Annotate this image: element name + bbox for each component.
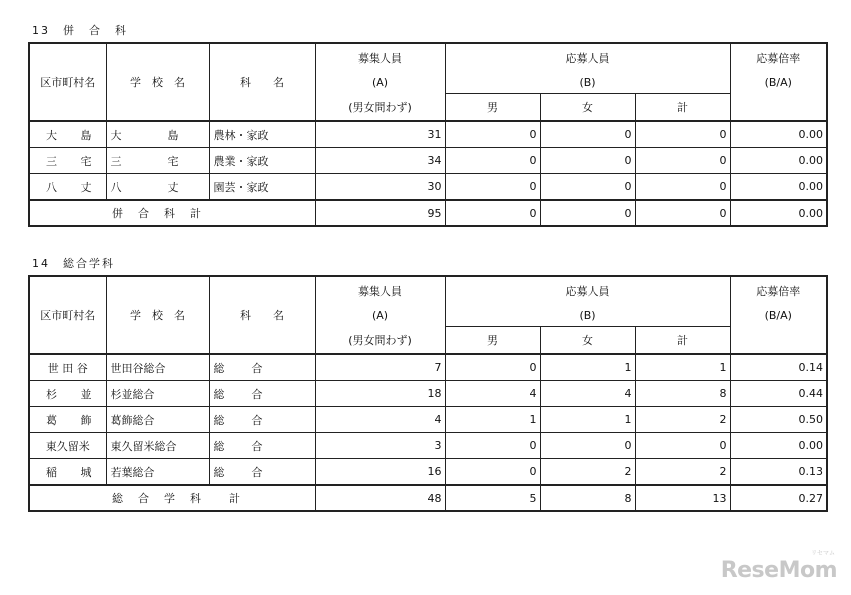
- total-label: 総 合 学 科 計: [106, 485, 315, 511]
- header-ratio-sub: (B/A): [730, 71, 827, 94]
- header-school: 学 校 名: [106, 43, 209, 121]
- total-cell: 0: [635, 148, 730, 174]
- dept-cell: 総 合: [209, 459, 315, 486]
- area-cell: 稲 城: [29, 459, 106, 486]
- header-capacity: 募集人員: [315, 276, 445, 304]
- total-cell: 8: [635, 381, 730, 407]
- header-total: 計: [635, 327, 730, 355]
- header-male: 男: [445, 327, 540, 355]
- total-area-blank: [29, 485, 106, 511]
- table-heigouka: [28, 42, 828, 227]
- resemom-logo: ReseMom: [720, 558, 837, 583]
- total-male: 5: [445, 485, 540, 511]
- total-ratio: 0.00: [730, 200, 827, 226]
- total-female: 0: [540, 200, 635, 226]
- area-cell: 東久留米: [29, 433, 106, 459]
- school-cell: 八 丈: [106, 174, 209, 201]
- header-school: 学 校 名: [106, 276, 209, 354]
- dept-cell: 農業・家政: [209, 148, 315, 174]
- total-total: 0: [635, 200, 730, 226]
- header-area: 区市町村名: [29, 43, 106, 121]
- total-total: 13: [635, 485, 730, 511]
- total-male: 0: [445, 200, 540, 226]
- header-capacity: 募集人員: [315, 43, 445, 71]
- capacity-cell: 3: [315, 433, 445, 459]
- header-dept: 科 名: [209, 43, 315, 121]
- header-ratio-blank: [730, 327, 827, 355]
- header-area: 区市町村名: [29, 276, 106, 354]
- female-cell: 0: [540, 433, 635, 459]
- section-title-heigouka: 13 併 合 科: [32, 24, 128, 37]
- capacity-cell: 7: [315, 354, 445, 381]
- school-cell: 大 島: [106, 121, 209, 148]
- header-capacity-sub: (A): [315, 71, 445, 94]
- header-ratio: 応募倍率: [730, 276, 827, 304]
- female-cell: 1: [540, 407, 635, 433]
- header-capacity-sub: (A): [315, 304, 445, 327]
- total-cell: 0: [635, 174, 730, 201]
- school-cell: 葛飾総合: [106, 407, 209, 433]
- header-male: 男: [445, 94, 540, 122]
- total-area-blank: [29, 200, 106, 226]
- school-cell: 若葉総合: [106, 459, 209, 486]
- capacity-cell: 34: [315, 148, 445, 174]
- ratio-cell: 0.50: [730, 407, 827, 433]
- ratio-cell: 0.13: [730, 459, 827, 486]
- area-cell: 八 丈: [29, 174, 106, 201]
- total-female: 8: [540, 485, 635, 511]
- header-applicants: 応募人員: [445, 43, 730, 71]
- male-cell: 4: [445, 381, 540, 407]
- table-sougou: [28, 275, 828, 512]
- school-cell: 世田谷総合: [106, 354, 209, 381]
- header-female: 女: [540, 327, 635, 355]
- female-cell: 2: [540, 459, 635, 486]
- capacity-cell: 30: [315, 174, 445, 201]
- total-cell: 0: [635, 433, 730, 459]
- dept-cell: 農林・家政: [209, 121, 315, 148]
- header-female: 女: [540, 94, 635, 122]
- dept-cell: 園芸・家政: [209, 174, 315, 201]
- male-cell: 0: [445, 459, 540, 486]
- header-ratio-blank: [730, 94, 827, 122]
- area-cell: 杉 並: [29, 381, 106, 407]
- male-cell: 0: [445, 174, 540, 201]
- male-cell: 1: [445, 407, 540, 433]
- male-cell: 0: [445, 121, 540, 148]
- section-title-sougou: 14 総合学科: [32, 257, 115, 270]
- dept-cell: 総 合: [209, 354, 315, 381]
- dept-cell: 総 合: [209, 381, 315, 407]
- area-cell: 三 宅: [29, 148, 106, 174]
- school-cell: 東久留米総合: [106, 433, 209, 459]
- capacity-cell: 31: [315, 121, 445, 148]
- total-cell: 0: [635, 121, 730, 148]
- female-cell: 0: [540, 121, 635, 148]
- area-cell: 大 島: [29, 121, 106, 148]
- watermark-sub: リセマム: [811, 550, 835, 557]
- ratio-cell: 0.14: [730, 354, 827, 381]
- male-cell: 0: [445, 433, 540, 459]
- dept-cell: 総 合: [209, 433, 315, 459]
- header-dept: 科 名: [209, 276, 315, 354]
- total-cell: 2: [635, 459, 730, 486]
- area-cell: 葛 飾: [29, 407, 106, 433]
- ratio-cell: 0.44: [730, 381, 827, 407]
- total-capacity: 48: [315, 485, 445, 511]
- ratio-cell: 0.00: [730, 121, 827, 148]
- female-cell: 0: [540, 148, 635, 174]
- area-cell: 世 田 谷: [29, 354, 106, 381]
- female-cell: 4: [540, 381, 635, 407]
- total-cell: 2: [635, 407, 730, 433]
- school-cell: 杉並総合: [106, 381, 209, 407]
- header-applicants-sub: (B): [445, 71, 730, 94]
- header-applicants-sub: (B): [445, 304, 730, 327]
- header-capacity-note: (男女問わず): [315, 94, 445, 122]
- total-label: 併 合 科 計: [106, 200, 315, 226]
- ratio-cell: 0.00: [730, 148, 827, 174]
- ratio-cell: 0.00: [730, 174, 827, 201]
- header-total: 計: [635, 94, 730, 122]
- total-cell: 1: [635, 354, 730, 381]
- header-applicants: 応募人員: [445, 276, 730, 304]
- male-cell: 0: [445, 148, 540, 174]
- female-cell: 1: [540, 354, 635, 381]
- capacity-cell: 4: [315, 407, 445, 433]
- capacity-cell: 16: [315, 459, 445, 486]
- dept-cell: 総 合: [209, 407, 315, 433]
- school-cell: 三 宅: [106, 148, 209, 174]
- header-capacity-note: (男女問わず): [315, 327, 445, 355]
- total-capacity: 95: [315, 200, 445, 226]
- capacity-cell: 18: [315, 381, 445, 407]
- header-ratio: 応募倍率: [730, 43, 827, 71]
- male-cell: 0: [445, 354, 540, 381]
- header-ratio-sub: (B/A): [730, 304, 827, 327]
- female-cell: 0: [540, 174, 635, 201]
- ratio-cell: 0.00: [730, 433, 827, 459]
- total-ratio: 0.27: [730, 485, 827, 511]
